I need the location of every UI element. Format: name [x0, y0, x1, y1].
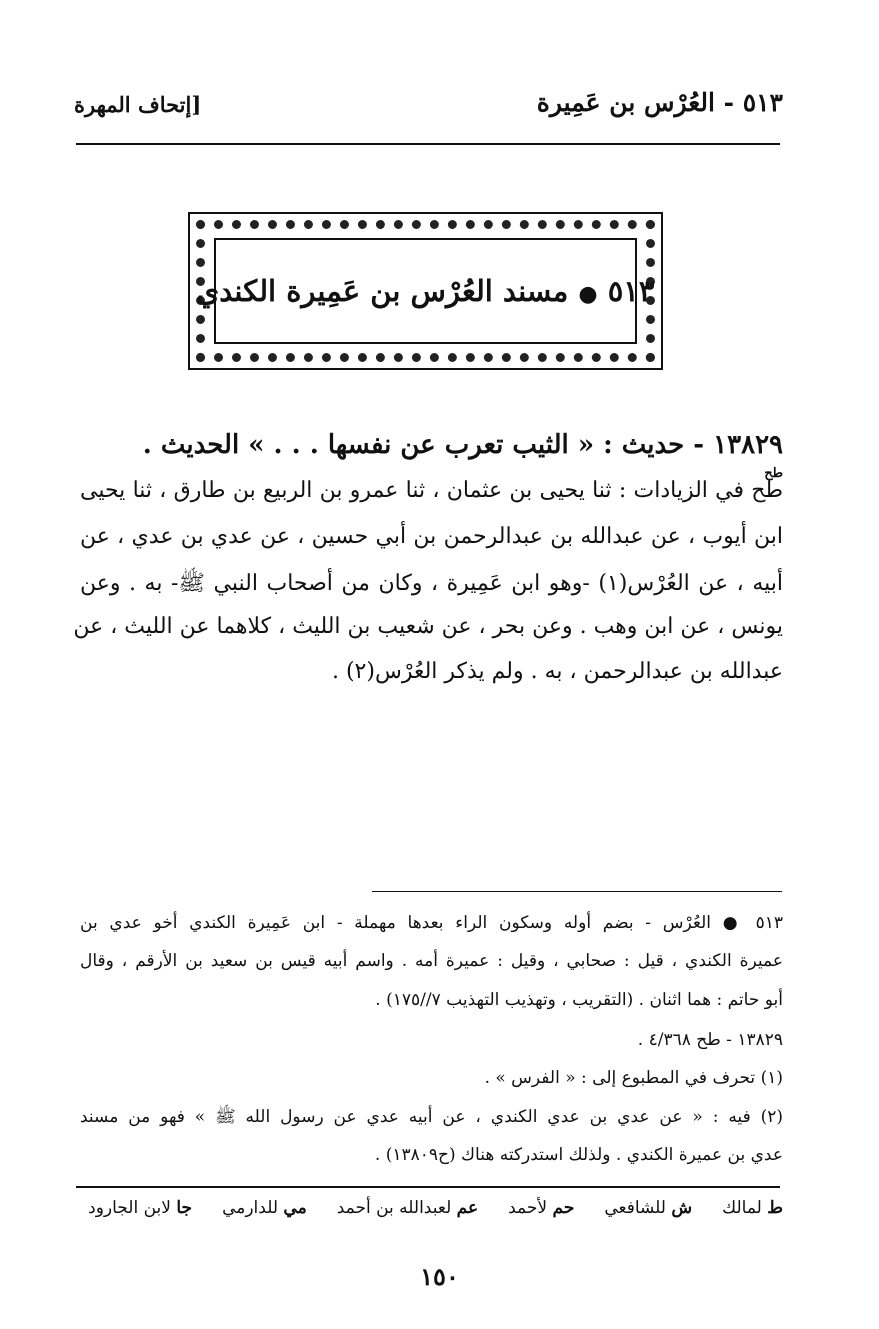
- header-divider: [76, 143, 780, 145]
- bullet-icon: ●: [578, 281, 598, 307]
- footnote-line: ٥١٣ ● العُرْس - بضم أوله وسكون الراء بعدها مهملة - ابن عَمِيرة الكندي أخو عدي بن: [80, 913, 783, 933]
- legend-divider: [76, 1186, 780, 1188]
- hadith-heading-text: - حديث : « الثيب تعرب عن نفسها . . . » الحديث .: [142, 430, 705, 460]
- running-header-book: [إتحاف المهرة: [74, 92, 202, 117]
- hadith-heading: [143, 430, 783, 460]
- section-title: [197, 274, 655, 308]
- hadith-line: أبيه ، عن العُرْس(١) -وهو ابن عَمِيرة ، وكان من أصحاب النبي ﷺ- به . وعن: [80, 571, 783, 596]
- footnote-divider: [372, 891, 782, 892]
- footnote-line: (١) تحرف في المطبوع إلى : « الفرس » .: [484, 1068, 783, 1088]
- page-number: ١٥٠: [420, 1262, 459, 1291]
- footnote-line: عدي بن عميرة الكندي . ولذلك استدركته هناك (ح١٣٨٠٩) .: [374, 1145, 783, 1165]
- hadith-source-tag: طح: [764, 466, 783, 481]
- section-title-frame: [188, 212, 663, 370]
- legend-item: عم لعبدالله بن أحمد: [336, 1198, 479, 1218]
- running-header-title: ٥١٣ - العُرْس بن عَمِيرة: [536, 88, 783, 117]
- footnote-line: أبو حاتم : هما اثنان . (التقريب ، وتهذيب التهذيب ٧//١٧٥) .: [375, 990, 783, 1010]
- hadith-line: يونس ، عن ابن وهب . وعن بحر ، عن شعيب بن الليث ، كلاهما عن الليث ، عن: [73, 614, 783, 639]
- hadith-line: عبدالله بن عبدالرحمن ، به . ولم يذكر العُرْس(٢) .: [331, 659, 783, 684]
- legend-item: ط لمالك: [722, 1198, 783, 1218]
- section-title-box: [196, 238, 655, 344]
- footnote-line: عميرة الكندي ، قيل : صحابي ، وقيل : عميرة أمه . واسم أبيه قيس بن سعيد بن الأرقم ، وقال: [80, 951, 783, 971]
- legend-item: ش للشافعي: [604, 1198, 693, 1218]
- section-title-text: مسند العُرْس بن عَمِيرة الكندي: [196, 274, 569, 308]
- abbreviation-legend: [88, 1198, 783, 1218]
- footnote-line: ١٣٨٢٩ - طح ٤/٣٦٨ .: [637, 1030, 783, 1050]
- footnote-line: (٢) فيه : « عن عدي بن عدي الكندي ، عن أبيه عدي عن رسول الله ﷺ » فهو من مسند: [80, 1107, 783, 1127]
- hadith-line: طح في الزيادات : ثنا يحيى بن عثمان ، ثنا عمرو بن الربيع بن طارق ، ثنا يحيى: [80, 478, 783, 503]
- hadith-number: ١٣٨٢٩: [713, 430, 783, 460]
- legend-item: جا لابن الجارود: [88, 1198, 193, 1218]
- legend-item: مي للدارمي: [222, 1198, 307, 1218]
- section-number: ٥١٣: [607, 274, 655, 308]
- legend-item: حم لأحمد: [508, 1198, 575, 1218]
- hadith-line: ابن أيوب ، عن عبدالله بن عبدالرحمن بن أبي حسين ، عن عدي بن عدي ، عن: [80, 524, 783, 549]
